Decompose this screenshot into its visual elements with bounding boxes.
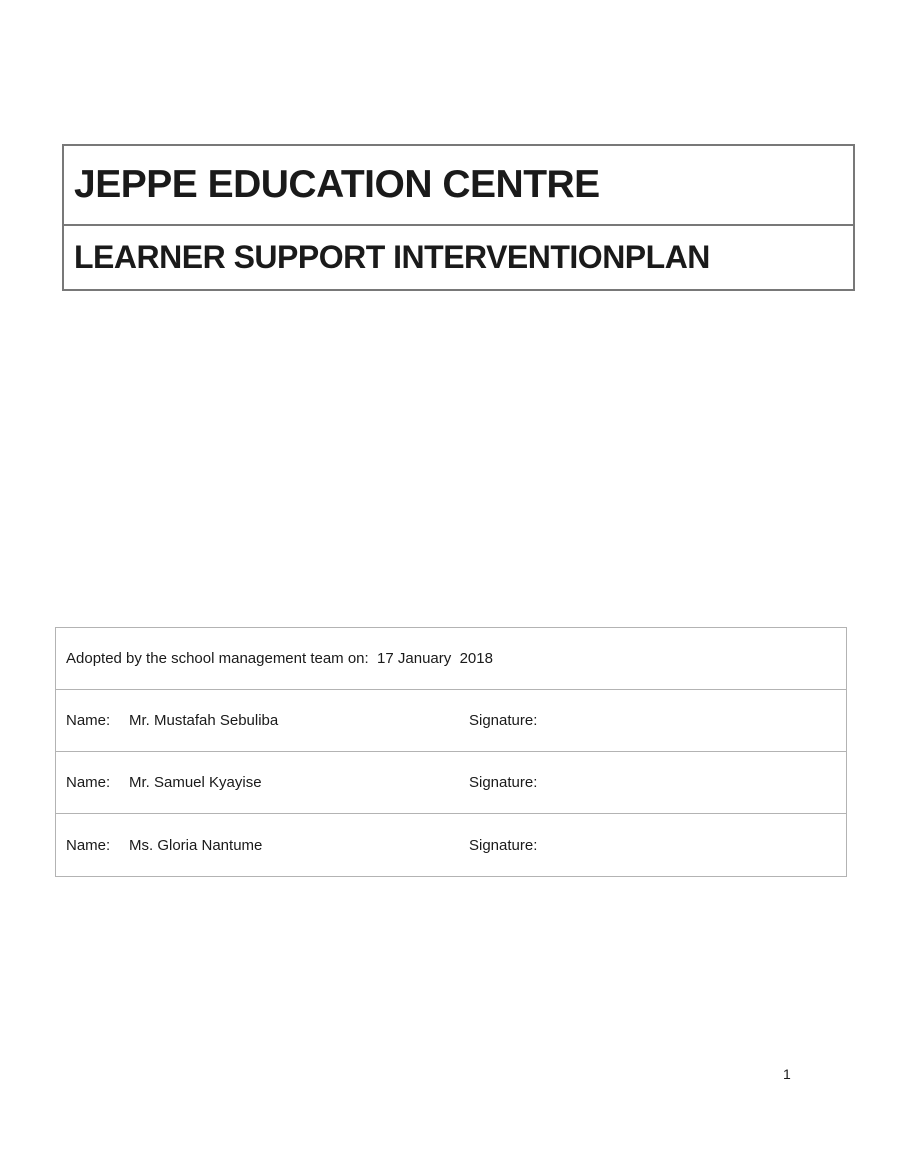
adoption-table <box>55 627 847 877</box>
signature-label: Signature: <box>469 836 538 854</box>
adopted-row <box>56 628 846 690</box>
signature-label: Signature: <box>469 712 538 729</box>
signatory-row-3 <box>56 814 846 876</box>
signatory-name-1: Mr. Mustafah Sebuliba <box>129 712 279 729</box>
signatory-row-1 <box>56 690 846 752</box>
page-number: 1 <box>783 1066 791 1082</box>
signatory-name-2: Mr. Samuel Kyayise <box>129 774 262 791</box>
name-label: Name: <box>66 836 111 854</box>
signatory-name-3: Ms. Gloria Nantume <box>129 836 263 854</box>
subtitle-row <box>64 226 853 289</box>
document-subtitle: LEARNER SUPPORT INTERVENTIONPLAN <box>74 239 710 275</box>
signatory-row-2 <box>56 752 846 814</box>
title-row <box>64 146 853 226</box>
name-label: Name: <box>66 712 111 729</box>
title-block <box>62 144 855 291</box>
document-title: JEPPE EDUCATION CENTRE <box>74 163 600 206</box>
signature-label: Signature: <box>469 774 538 791</box>
adopted-line-text: Adopted by the school management team on: 17 January 2018 <box>66 650 493 667</box>
name-label: Name: <box>66 774 111 791</box>
